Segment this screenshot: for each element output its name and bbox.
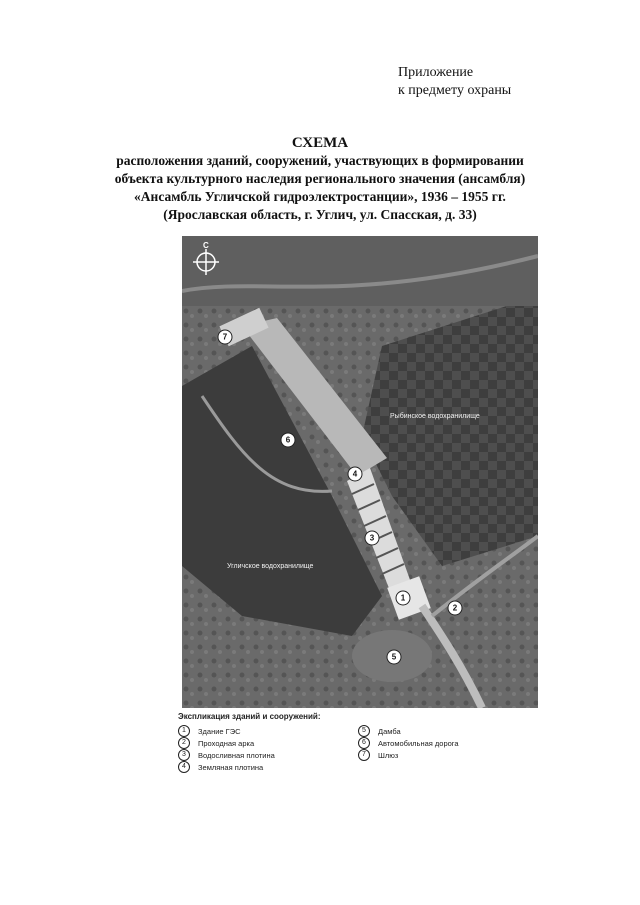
legend-text: Шлюз xyxy=(378,750,399,760)
legend-column-left xyxy=(178,725,358,773)
heading-title: СХЕМА xyxy=(291,135,349,151)
marker-6 xyxy=(281,433,295,447)
svg-text:1: 1 xyxy=(400,593,406,603)
legend-item xyxy=(358,737,538,749)
marker-7 xyxy=(218,330,232,344)
compass-north-letter: С xyxy=(203,241,209,250)
document-heading xyxy=(100,134,540,224)
svg-text:4: 4 xyxy=(352,469,358,479)
legend-column-right xyxy=(358,725,538,773)
legend-item xyxy=(178,737,358,749)
legend-item xyxy=(178,761,358,773)
legend-text: Здание ГЭС xyxy=(198,726,241,736)
legend-number: 1 xyxy=(178,725,190,737)
legend-text: Дамба xyxy=(378,726,401,736)
svg-text:7: 7 xyxy=(222,332,228,342)
marker-5 xyxy=(387,650,401,664)
marker-1 xyxy=(396,591,410,605)
svg-text:5: 5 xyxy=(391,652,397,662)
marker-4 xyxy=(348,467,362,481)
legend-number: 3 xyxy=(178,749,190,761)
heading-line-2: объекта культурного наследия регионального значения (ансамбля) xyxy=(114,171,526,186)
heading-line-3: «Ансамбль Угличской гидроэлектростанции», 1936 – 1955 гг. xyxy=(134,189,506,204)
town-area xyxy=(182,236,538,306)
heading-line-4: (Ярославская область, г. Углич, ул. Спасская, д. 33) xyxy=(163,207,477,222)
legend-text: Автомобильная дорога xyxy=(378,738,459,748)
appendix-note xyxy=(398,64,511,100)
legend-text: Водосливная плотина xyxy=(198,750,275,760)
legend-number: 2 xyxy=(178,737,190,749)
legend-text: Земляная плотина xyxy=(198,762,264,772)
legend xyxy=(178,712,538,773)
svg-text:6: 6 xyxy=(285,435,291,445)
legend-number: 5 xyxy=(358,725,370,737)
legend-item xyxy=(178,725,358,737)
legend-number: 4 xyxy=(178,761,190,773)
legend-item xyxy=(358,725,538,737)
label-rybinsk-reservoir: Рыбинское водохранилище xyxy=(390,413,480,420)
legend-item xyxy=(358,749,538,761)
legend-title: Экспликация зданий и сооружений: xyxy=(178,712,321,721)
heading-line-1: расположения зданий, сооружений, участвующих в формировании xyxy=(116,153,524,168)
appendix-line-1: Приложение xyxy=(398,65,474,80)
legend-number: 6 xyxy=(358,737,370,749)
satellite-map-svg xyxy=(182,236,538,708)
satellite-map xyxy=(182,236,538,708)
legend-item xyxy=(178,749,358,761)
appendix-line-2: к предмету охраны xyxy=(398,83,512,98)
label-uglich-reservoir: Угличское водохранилище xyxy=(227,563,314,570)
svg-text:3: 3 xyxy=(369,533,375,543)
legend-text: Проходная арка xyxy=(198,738,255,748)
svg-text:2: 2 xyxy=(452,603,458,613)
marker-3 xyxy=(365,531,379,545)
marker-2 xyxy=(448,601,462,615)
legend-number: 7 xyxy=(358,749,370,761)
